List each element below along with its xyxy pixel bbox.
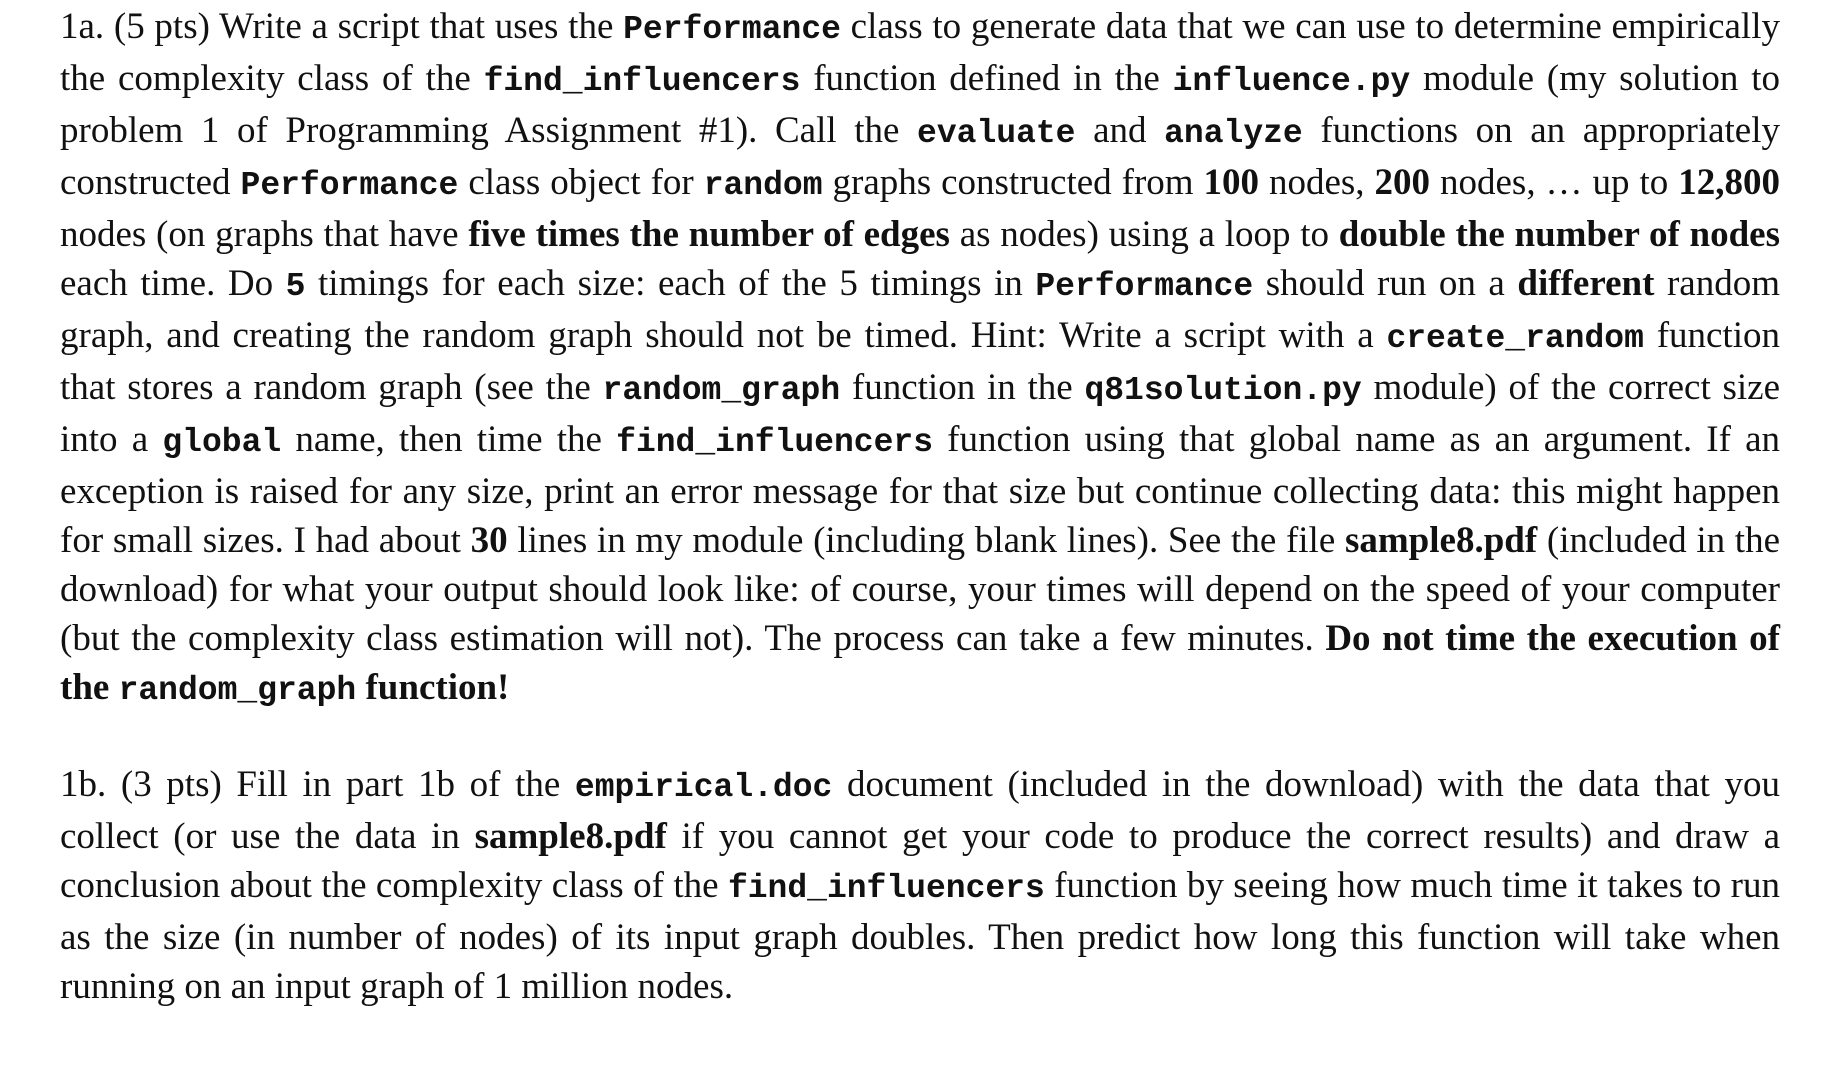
code-empirical-doc: empirical.doc bbox=[574, 769, 833, 806]
code-global: global bbox=[162, 424, 282, 461]
text-run: function using that global name as an argument. If an exception is raised for any size, print an error message for that size but continue collecting data: this might happen for small sizes. I had about bbox=[60, 419, 1781, 561]
text-run: function by seeing how much time it takes to run as the size (in number of nodes) of its input graph doubles. Then predict how long this function will take when running on an input graph of 1 million nodes. bbox=[60, 865, 1780, 1007]
text-run: as nodes) using a loop to bbox=[949, 214, 1339, 255]
code-analyze: analyze bbox=[1164, 115, 1303, 152]
text-run: 1b. (3 pts) Fill in part 1b of the bbox=[60, 764, 575, 805]
text-run: random graph, and creating the random graph should not be timed. Hint: Write a script with a bbox=[60, 263, 1780, 356]
code-find-influencers: find_influencers bbox=[727, 870, 1045, 907]
bold-100: 100 bbox=[1203, 162, 1260, 203]
text-run: class to generate data that we can use to determine empirically the complexity class of the bbox=[60, 6, 1780, 99]
text-run: graphs constructed from bbox=[822, 162, 1204, 203]
document-page bbox=[60, 0, 1780, 1011]
code-random: random bbox=[703, 167, 823, 204]
problem-1b-paragraph bbox=[60, 760, 1780, 1011]
bold-do-not-time: Do not time the execution of the bbox=[60, 618, 1780, 708]
code-performance: Performance bbox=[1035, 268, 1254, 305]
text-run: module) of the correct size into a bbox=[60, 367, 1780, 460]
bold-function: function! bbox=[365, 667, 510, 708]
bold-sample8-pdf: sample8.pdf bbox=[474, 816, 667, 857]
text-run: name, then time the bbox=[281, 419, 617, 460]
code-5: 5 bbox=[285, 268, 306, 305]
code-evaluate: evaluate bbox=[917, 115, 1076, 152]
bold-different: different bbox=[1517, 263, 1655, 304]
code-performance: Performance bbox=[240, 167, 459, 204]
text-run: nodes (on graphs that have bbox=[60, 214, 469, 255]
code-random-graph: random_graph bbox=[118, 672, 357, 709]
code-influence-py: influence.py bbox=[1172, 63, 1411, 100]
text-run: nodes, bbox=[1259, 162, 1375, 203]
text-run: should run on a bbox=[1253, 263, 1518, 304]
bold-five-times-edges: five times the number of edges bbox=[468, 214, 950, 255]
text-run: each time. Do bbox=[60, 263, 286, 304]
bold-double-nodes: double the number of nodes bbox=[1338, 214, 1780, 255]
bold-200: 200 bbox=[1374, 162, 1431, 203]
text-run: function in the bbox=[840, 367, 1085, 408]
code-find-influencers: find_influencers bbox=[483, 63, 801, 100]
code-performance: Performance bbox=[623, 11, 841, 48]
bold-sample8-pdf: sample8.pdf bbox=[1344, 520, 1538, 561]
code-create-random: create_random bbox=[1386, 320, 1644, 357]
text-run: nodes, … up to bbox=[1430, 162, 1679, 203]
problem-1a-paragraph bbox=[60, 0, 1780, 715]
text-run: lines in my module (including blank lines). See the file bbox=[507, 520, 1345, 561]
text-run: timings for each size: each of the 5 timings in bbox=[305, 263, 1036, 304]
text-run: and bbox=[1075, 110, 1165, 151]
code-q81solution-py: q81solution.py bbox=[1084, 372, 1362, 409]
text-run: document (included in the download) with the data that you collect (or use the data in bbox=[60, 764, 1780, 857]
text-run: (included in the download) for what your output should look like: of course, your times will depend on the speed of your computer (but the complexity class estimation will not). The process can take a few minutes. bbox=[60, 520, 1780, 659]
text-run: function defined in the bbox=[800, 58, 1173, 99]
text-run: function that stores a random graph (see the bbox=[60, 315, 1780, 408]
text-run: 1a. (5 pts) Write a script that uses the bbox=[60, 6, 624, 47]
text-run: if you cannot get your code to produce the correct results) and draw a conclusion about the complexity class of the bbox=[60, 816, 1780, 906]
text-run: class object for bbox=[458, 162, 704, 203]
code-random-graph: random_graph bbox=[602, 372, 841, 409]
text-run: functions on an appropriately constructed bbox=[60, 110, 1780, 203]
code-find-influencers: find_influencers bbox=[616, 424, 933, 461]
text-run: module (my solution to problem 1 of Programming Assignment #1). Call the bbox=[60, 58, 1780, 151]
bold-30: 30 bbox=[470, 520, 508, 561]
bold-12800: 12,800 bbox=[1678, 162, 1780, 203]
